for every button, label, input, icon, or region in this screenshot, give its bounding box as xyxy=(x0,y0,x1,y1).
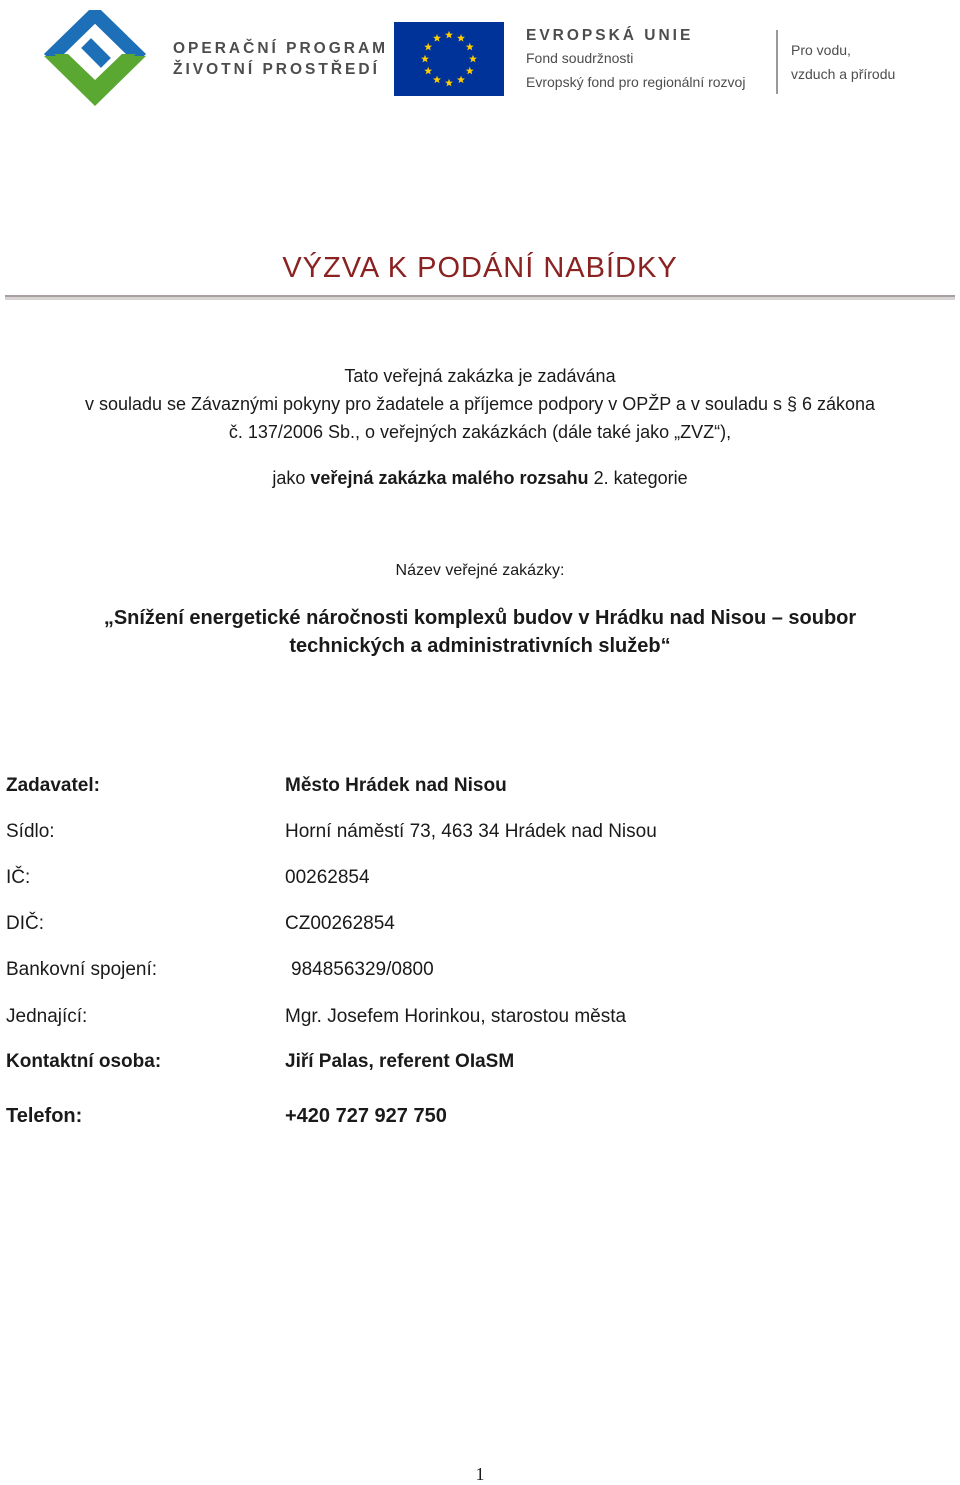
sidlo-value: Horní náměstí 73, 463 34 Hrádek nad Nisou xyxy=(285,821,657,842)
bank-value: 984856329/0800 xyxy=(291,959,434,980)
slogan-line1: Pro vodu, xyxy=(791,42,851,58)
intro-line-3: č. 137/2006 Sb., o veřejných zakázkách (dále také jako „ZVZ“), xyxy=(228,422,732,442)
eu-flag-icon xyxy=(394,22,504,96)
dic-value: CZ00262854 xyxy=(285,913,395,934)
contract-name-line2: technických a administrativních služeb“ xyxy=(289,635,671,657)
intro-line-4 xyxy=(0,468,960,489)
document-title: VÝZVA K PODÁNÍ NABÍDKY xyxy=(282,252,678,284)
header-divider xyxy=(776,30,778,94)
slogan-line2: vzduch a přírodu xyxy=(791,66,896,82)
bank-label: Bankovní spojení: xyxy=(6,959,158,980)
eu-fund-regional: Evropský fond pro regionální rozvoj xyxy=(526,74,746,90)
ic-label: IČ: xyxy=(6,867,31,888)
opzp-logo xyxy=(36,10,154,106)
intro-line-4-prefix: jako xyxy=(272,468,306,488)
slogan xyxy=(791,38,895,86)
telefon-label: Telefon: xyxy=(6,1105,83,1127)
kontakt-label: Kontaktní osoba: xyxy=(6,1051,162,1072)
ic-value: 00262854 xyxy=(285,867,370,888)
title-rule xyxy=(5,295,955,300)
zadavatel-value: Město Hrádek nad Nisou xyxy=(285,775,507,796)
dic-label: DIČ: xyxy=(6,913,44,934)
intro-line-1: Tato veřejná zakázka je zadávána xyxy=(344,366,616,386)
telefon-value: +420 727 927 750 xyxy=(285,1105,447,1127)
sidlo-label: Sídlo: xyxy=(6,821,55,842)
eu-fund-cohesion: Fond soudržnosti xyxy=(526,50,634,66)
contract-name-label: Název veřejné zakázky: xyxy=(395,562,565,579)
intro-line-4-bold: veřejná zakázka malého rozsahu xyxy=(310,468,589,488)
kontakt-value: Jiří Palas, referent OIaSM xyxy=(285,1051,515,1072)
contract-name-line1: „Snížení energetické náročnosti komplexů budov v Hrádku nad Nisou – soubor xyxy=(103,607,857,629)
contract-name xyxy=(40,604,920,660)
eu-title: EVROPSKÁ UNIE xyxy=(526,27,694,44)
intro-line-2: v souladu se Závaznými pokyny pro žadatele a příjemce podpory v OPŽP a v souladu s § 6 zákona xyxy=(84,394,876,414)
jednajici-label: Jednající: xyxy=(6,1006,88,1027)
intro-line-4-suffix: 2. kategorie xyxy=(593,468,688,488)
opzp-wordmark xyxy=(173,38,388,80)
jednajici-value: Mgr. Josefem Horinkou, starostou města xyxy=(285,1006,627,1027)
eu-wordmark xyxy=(526,26,745,94)
opzp-line1: OPERAČNÍ PROGRAM xyxy=(173,40,389,57)
page-number: 1 xyxy=(475,1464,485,1484)
zadavatel-label: Zadavatel: xyxy=(6,775,100,796)
opzp-line2: ŽIVOTNÍ PROSTŘEDÍ xyxy=(173,61,380,78)
